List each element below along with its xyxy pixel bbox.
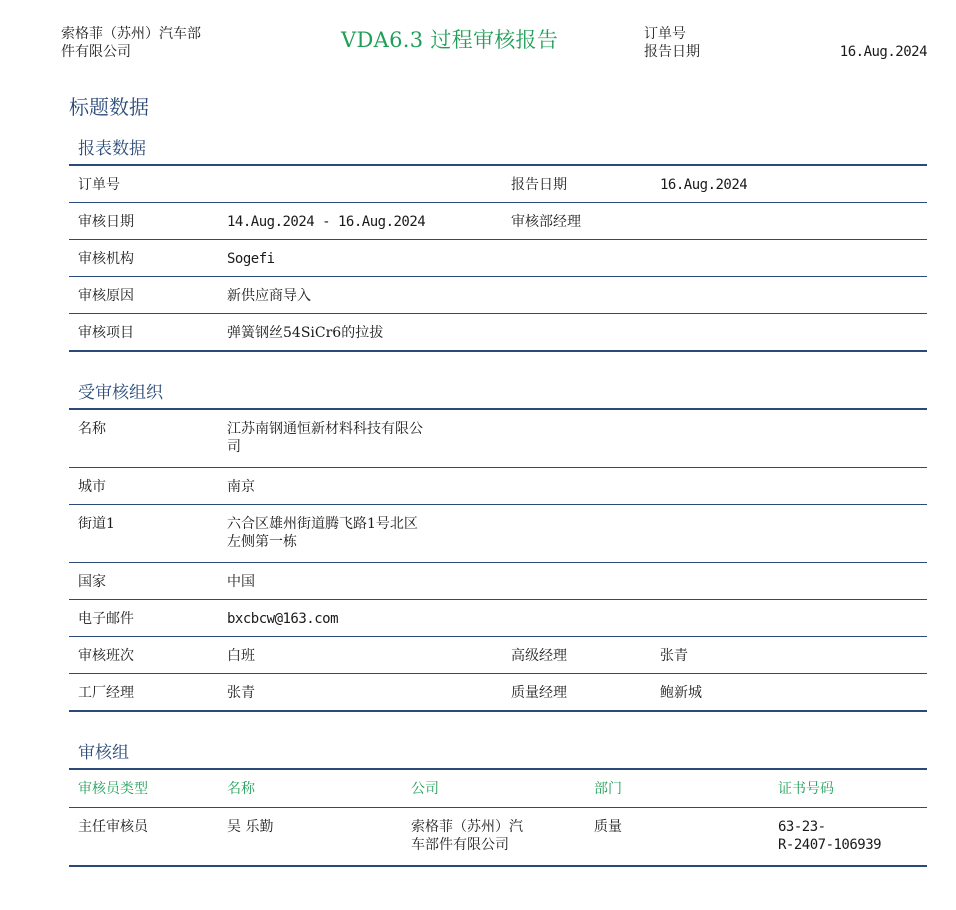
order-label: 订单号	[78, 177, 120, 193]
auditor-name-value: 吴 乐勤	[227, 819, 274, 835]
header-company-line1: 索格菲（苏州）汽车部	[61, 26, 201, 42]
city-value: 南京	[227, 479, 255, 495]
auditee-section-heading: 受审核组织	[78, 383, 163, 403]
header-company-name	[61, 25, 241, 61]
email-value: bxcbcw@163.com	[227, 611, 339, 627]
table-row	[69, 808, 927, 865]
table-row	[69, 410, 927, 468]
audit-project-label: 审核项目	[78, 325, 134, 341]
table-row	[69, 277, 927, 314]
table-row	[69, 468, 927, 505]
auditee-name-label: 名称	[78, 421, 106, 437]
column-header-certificate: 证书号码	[778, 781, 834, 797]
header-labels	[644, 25, 700, 61]
auditor-company-value	[411, 818, 523, 854]
city-label: 城市	[78, 479, 106, 495]
street-value	[227, 515, 418, 551]
table-row	[69, 240, 927, 277]
audit-team-table	[69, 768, 927, 867]
column-header-department: 部门	[594, 781, 622, 797]
column-header-company: 公司	[411, 781, 439, 797]
column-header-name: 名称	[227, 781, 255, 797]
main-heading: 标题数据	[69, 95, 149, 119]
audit-org-value: Sogefi	[227, 251, 275, 267]
report-date-value: 16.Aug.2024	[660, 177, 748, 193]
auditee-name-value	[227, 420, 423, 456]
auditor-type-value: 主任审核员	[78, 819, 148, 835]
shift-label: 审核班次	[78, 648, 134, 664]
street-line1: 六合区雄州街道腾飞路1号北区	[227, 516, 418, 532]
senior-manager-value: 张青	[660, 648, 688, 664]
table-header-row	[69, 770, 927, 808]
audit-reason-value: 新供应商导入	[227, 288, 311, 304]
auditee-name-line1: 江苏南钢通恒新材料科技有限公	[227, 421, 423, 437]
plant-manager-value: 张青	[227, 685, 255, 701]
auditor-certificate-value	[778, 818, 881, 854]
audit-reason-label: 审核原因	[78, 288, 134, 304]
table-row	[69, 166, 927, 203]
senior-manager-label: 高级经理	[511, 648, 567, 664]
table-row	[69, 505, 927, 563]
audit-project-value: 弹簧钢丝54SiCr6的拉拔	[227, 325, 384, 341]
certificate-line2: R-2407-106939	[778, 837, 882, 853]
table-row	[69, 600, 927, 637]
country-label: 国家	[78, 574, 106, 590]
audit-manager-label: 审核部经理	[511, 214, 581, 230]
header-report-date-label: 报告日期	[644, 44, 700, 60]
table-row	[69, 674, 927, 710]
audit-date-label: 审核日期	[78, 214, 134, 230]
auditee-table	[69, 408, 927, 712]
plant-manager-label: 工厂经理	[78, 685, 134, 701]
audit-team-section-heading: 审核组	[78, 743, 129, 763]
table-row	[69, 637, 927, 674]
auditor-department-value: 质量	[594, 819, 622, 835]
report-section-heading: 报表数据	[78, 139, 146, 159]
country-value: 中国	[227, 574, 255, 590]
table-row	[69, 314, 927, 350]
report-date-label: 报告日期	[511, 177, 567, 193]
header-company-line2: 件有限公司	[61, 44, 131, 60]
shift-value: 白班	[227, 648, 255, 664]
quality-manager-value: 鲍新城	[660, 685, 702, 701]
certificate-line1: 63-23-	[778, 819, 826, 835]
header-report-date-value: 16.Aug.2024	[839, 44, 927, 60]
table-row	[69, 563, 927, 600]
table-row	[69, 203, 927, 240]
header-order-label: 订单号	[644, 26, 686, 42]
quality-manager-label: 质量经理	[511, 685, 567, 701]
auditee-name-line2: 司	[227, 439, 241, 455]
email-label: 电子邮件	[78, 611, 134, 627]
street-line2: 左侧第一栋	[227, 534, 297, 550]
audit-date-value: 14.Aug.2024 - 16.Aug.2024	[227, 214, 426, 230]
audit-org-label: 审核机构	[78, 251, 134, 267]
document-title: VDA6.3 过程审核报告	[341, 28, 559, 52]
street-label: 街道1	[78, 516, 115, 532]
auditor-company-line2: 车部件有限公司	[411, 837, 509, 853]
report-data-table	[69, 164, 927, 352]
column-header-auditor-type: 审核员类型	[78, 781, 148, 797]
auditor-company-line1: 索格菲（苏州）汽	[411, 819, 523, 835]
